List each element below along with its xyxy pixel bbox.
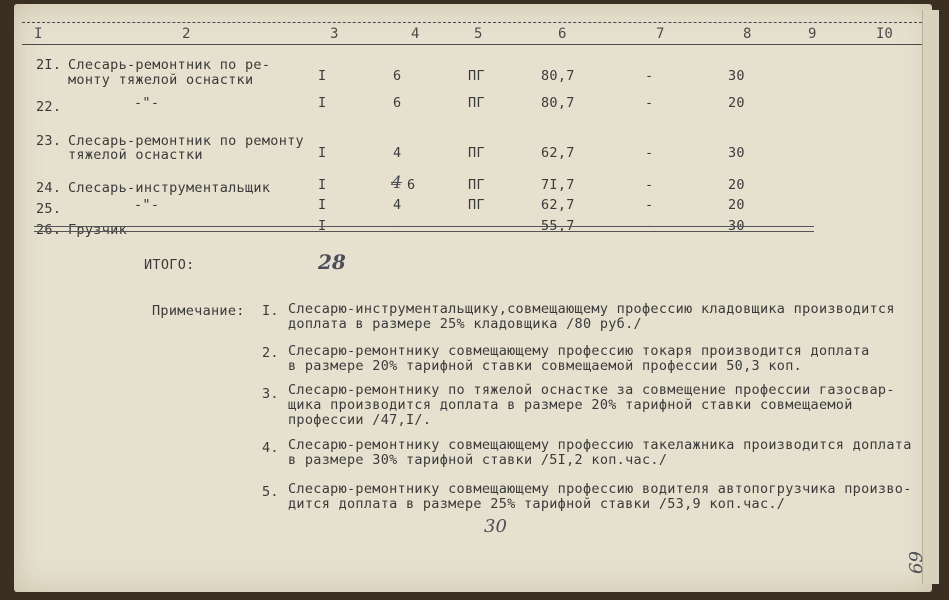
row-number: 25. <box>36 201 62 217</box>
row-c4: - <box>393 218 402 234</box>
row-c3: I <box>318 95 327 111</box>
row-c6: 80,7 <box>541 68 575 84</box>
handwritten-correction: 4 <box>391 173 402 193</box>
row-c3: I <box>318 218 327 234</box>
col-header-9: 9 <box>808 26 817 42</box>
row-c3: I <box>318 197 327 213</box>
strikethrough-line <box>34 231 814 232</box>
row-c5: ПГ <box>468 145 485 161</box>
row-c7: - <box>645 197 654 213</box>
row-c4: 6 <box>393 95 402 111</box>
col-header-5: 5 <box>474 26 483 42</box>
row-c5: ПГ <box>468 177 485 193</box>
row-c8: 30 <box>728 145 745 161</box>
row-c5: ПГ <box>468 68 485 84</box>
row-c8: 20 <box>728 197 745 213</box>
note-line: в размере 30% тарифной ставки /5I,2 коп.час./ <box>288 452 668 468</box>
row-name: Слесарь-ремонтник по ре- <box>68 57 271 73</box>
handwritten-corner-number: 69 <box>905 551 927 574</box>
note-line: Слесарю-ремонтнику совмещающему профессию водителя автопогрузчика произво- <box>288 481 912 497</box>
row-c7: - <box>645 145 654 161</box>
note-line: Слесарю-ремонтнику по тяжелой оснастке за совмещение профессии газосвар- <box>288 382 895 398</box>
note-line: Слесарю-инструментальщику,совмещающему профессию кладовщика производится <box>288 301 895 317</box>
handwritten-page-mark: 30 <box>484 516 507 537</box>
row-c8: 20 <box>728 177 745 193</box>
total-value-handwritten: 28 <box>318 250 346 274</box>
note-line: доплата в размере 25% кладовщика /80 руб./ <box>288 316 642 332</box>
row-c5: - <box>468 218 477 234</box>
strikethrough-line <box>34 226 814 227</box>
row-c7: - <box>645 95 654 111</box>
row-c4: 6 <box>407 177 416 193</box>
row-c5: ПГ <box>468 197 485 213</box>
row-c7: - <box>645 68 654 84</box>
note-number: 4. <box>262 440 279 456</box>
row-c5: ПГ <box>468 95 485 111</box>
row-c6: 7I,7 <box>541 177 575 193</box>
notes-label: Примечание: <box>152 303 245 319</box>
col-header-1: I <box>34 26 43 42</box>
row-name: -"- <box>134 197 160 213</box>
note-number: I. <box>262 303 279 319</box>
note-number: 2. <box>262 345 279 361</box>
col-header-7: 7 <box>656 26 665 42</box>
row-number: 26. <box>36 222 62 238</box>
col-header-2: 2 <box>182 26 191 42</box>
row-c4: 6 <box>393 68 402 84</box>
row-c3: I <box>318 177 327 193</box>
row-c8: 30 <box>728 68 745 84</box>
page-edge <box>922 10 939 584</box>
row-c6: 62,7 <box>541 145 575 161</box>
row-name-cont: тяжелой оснастки <box>68 147 203 163</box>
col-header-8: 8 <box>743 26 752 42</box>
note-number: 5. <box>262 484 279 500</box>
note-line: Слесарю-ремонтнику совмещающему профессию токаря производится доплата <box>288 343 870 359</box>
row-c4: 4 <box>393 197 402 213</box>
col-header-10: I0 <box>876 26 893 42</box>
note-line: щика производится доплата в размере 20% тарифной ставки совмещаемой <box>288 397 853 413</box>
col-header-3: 3 <box>330 26 339 42</box>
header-rule-bottom <box>22 44 922 45</box>
row-name-cont: монту тяжелой оснастки <box>68 72 254 88</box>
row-c6: 80,7 <box>541 95 575 111</box>
col-header-4: 4 <box>411 26 420 42</box>
total-label: ИТОГО: <box>144 257 195 273</box>
note-line: профессии /47,I/. <box>288 412 432 428</box>
row-c6: 62,7 <box>541 197 575 213</box>
note-line: в размере 20% тарифной ставки совмещаемой профессии 50,3 коп. <box>288 358 803 374</box>
row-name: Слесарь-ремонтник по ремонту <box>68 133 304 149</box>
header-rule-top <box>22 22 922 23</box>
row-name: Слесарь-инструментальщик <box>68 180 271 196</box>
row-c4: 4 <box>393 145 402 161</box>
row-name: Грузчик <box>68 222 127 238</box>
note-number: 3. <box>262 386 279 402</box>
row-number: 24. <box>36 180 62 196</box>
col-header-6: 6 <box>558 26 567 42</box>
row-c7: - <box>645 177 654 193</box>
row-number: 23. <box>36 133 62 149</box>
row-c8: 30 <box>728 218 745 234</box>
note-line: дится доплата в размере 25% тарифной ставки /53,9 коп.час./ <box>288 496 786 512</box>
row-number: 22. <box>36 99 62 115</box>
row-number: 2I. <box>36 57 62 73</box>
row-c8: 20 <box>728 95 745 111</box>
row-c3: I <box>318 68 327 84</box>
note-line: Слесарю-ремонтнику совмещающему профессию такелажника производится доплата <box>288 437 912 453</box>
row-name: -"- <box>134 95 160 111</box>
row-c3: I <box>318 145 327 161</box>
row-c7: - <box>645 218 654 234</box>
row-c6: 55,7 <box>541 218 575 234</box>
